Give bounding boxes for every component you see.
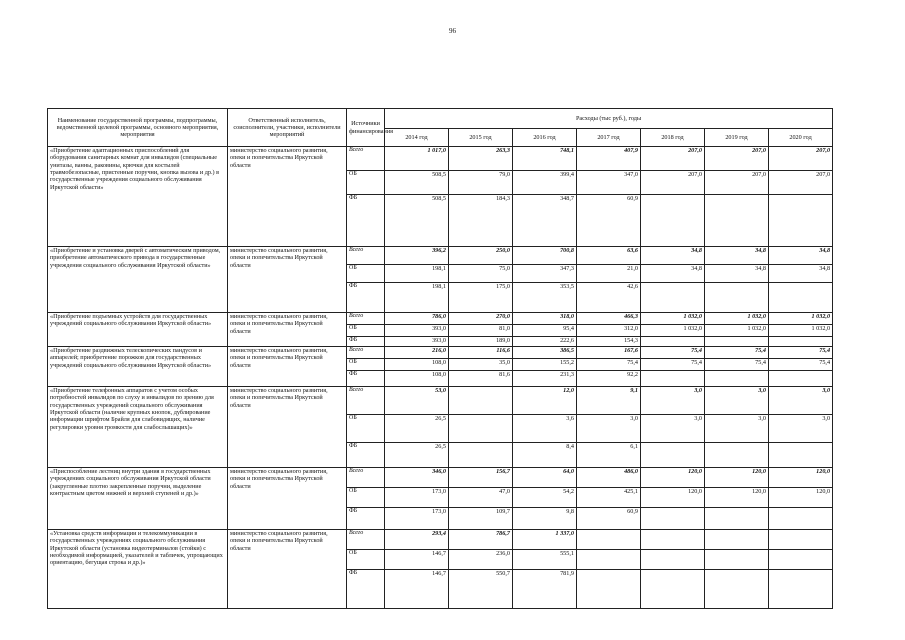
amount-cell: 6,1 [577, 443, 641, 468]
amount-cell [641, 550, 705, 570]
amount-cell: 120,0 [705, 488, 769, 508]
amount-cell [769, 508, 833, 530]
amount-cell [449, 415, 513, 443]
amount-cell: 75,4 [577, 359, 641, 371]
header-name: Наименование государственной программы, подпрограммы, ведомственной целевой программы, основного мероприятия, мероприятия [48, 109, 228, 147]
amount-cell: 466,3 [577, 313, 641, 325]
table-row [48, 468, 833, 488]
amount-cell: 3,0 [705, 415, 769, 443]
amount-cell: 748,1 [513, 147, 577, 171]
amount-cell: 3,0 [577, 415, 641, 443]
amount-cell: 231,3 [513, 371, 577, 387]
executor-cell: министерство социального развития, опеки и попечительства Иркутской области [228, 387, 347, 468]
amount-cell: 26,5 [385, 415, 449, 443]
amount-cell: 236,0 [449, 550, 513, 570]
amount-cell: 393,0 [385, 325, 449, 337]
funding-source: ОБ [347, 265, 385, 283]
amount-cell: 167,6 [577, 347, 641, 359]
amount-cell: 399,4 [513, 171, 577, 195]
table-row [48, 347, 833, 359]
amount-cell [705, 508, 769, 530]
amount-cell [641, 371, 705, 387]
amount-cell: 3,0 [769, 415, 833, 443]
amount-cell: 786,7 [449, 530, 513, 550]
amount-cell: 8,4 [513, 443, 577, 468]
activity-name: «Приспособление лестниц внутри здания в государственных учреждениях социального обслуживания Иркутской области (закругленные плотно закрепленные поручни, выделение контрастным цветом нижней и верхней ступеней и др.)» [48, 468, 228, 530]
executor-cell: министерство социального развития, опеки и попечительства Иркутской области [228, 347, 347, 387]
amount-cell: 146,7 [385, 570, 449, 609]
funding-source: Всего [347, 147, 385, 171]
amount-cell: 346,0 [385, 468, 449, 488]
amount-cell: 108,0 [385, 359, 449, 371]
executor-cell: министерство социального развития, опеки и попечительства Иркутской области [228, 530, 347, 609]
amount-cell [641, 508, 705, 530]
amount-cell: 120,0 [705, 468, 769, 488]
amount-cell: 407,9 [577, 147, 641, 171]
amount-cell: 207,0 [769, 171, 833, 195]
amount-cell: 34,8 [705, 247, 769, 265]
amount-cell: 207,0 [641, 171, 705, 195]
amount-cell: 550,7 [449, 570, 513, 609]
amount-cell: 347,0 [577, 171, 641, 195]
amount-cell: 312,0 [577, 325, 641, 337]
amount-cell: 75,4 [705, 347, 769, 359]
funding-source: Всего [347, 387, 385, 415]
executor-cell: министерство социального развития, опеки и попечительства Иркутской области [228, 147, 347, 247]
amount-cell: 198,1 [385, 265, 449, 283]
amount-cell: 555,1 [513, 550, 577, 570]
funding-source: Всего [347, 313, 385, 325]
amount-cell: 3,6 [513, 415, 577, 443]
header-year: 2019 год [705, 129, 769, 147]
amount-cell: 12,0 [513, 387, 577, 415]
amount-cell: 95,4 [513, 325, 577, 337]
amount-cell: 154,3 [577, 337, 641, 347]
funding-source: Всего [347, 247, 385, 265]
amount-cell: 3,0 [641, 387, 705, 415]
executor-cell: министерство социального развития, опеки и попечительства Иркутской области [228, 247, 347, 313]
amount-cell: 173,0 [385, 488, 449, 508]
amount-cell: 1 032,0 [769, 325, 833, 337]
activity-name: «Приобретение телефонных аппаратов с учетом особых потребностей инвалидов по слуху и инвалидов по зрению для государственных учреждений социального обслуживания Иркутской области (наличие крупных кнопок, дублирование информации шрифтом Брайля для слабовидящих, наличие регулировки уровня громкости для слабослышащих)» [48, 387, 228, 468]
amount-cell: 348,7 [513, 195, 577, 247]
funding-source: ОБ [347, 325, 385, 337]
amount-cell: 222,6 [513, 337, 577, 347]
amount-cell: 155,2 [513, 359, 577, 371]
amount-cell: 75,4 [641, 359, 705, 371]
amount-cell: 393,0 [385, 337, 449, 347]
expenses-table [47, 108, 833, 609]
amount-cell: 34,8 [641, 265, 705, 283]
amount-cell: 54,2 [513, 488, 577, 508]
amount-cell: 120,0 [641, 488, 705, 508]
amount-cell: 146,7 [385, 550, 449, 570]
funding-source: ФБ [347, 570, 385, 609]
funding-source: ФБ [347, 337, 385, 347]
amount-cell: 120,0 [769, 468, 833, 488]
amount-cell: 34,8 [705, 265, 769, 283]
amount-cell: 9,1 [577, 387, 641, 415]
funding-source: ОБ [347, 359, 385, 371]
amount-cell [449, 443, 513, 468]
amount-cell [641, 530, 705, 550]
amount-cell: 120,0 [641, 468, 705, 488]
amount-cell: 386,5 [513, 347, 577, 359]
amount-cell: 1 032,0 [705, 313, 769, 325]
amount-cell: 47,0 [449, 488, 513, 508]
amount-cell: 116,6 [449, 347, 513, 359]
amount-cell: 75,4 [769, 359, 833, 371]
funding-source: ОБ [347, 415, 385, 443]
amount-cell [705, 371, 769, 387]
amount-cell: 34,8 [769, 247, 833, 265]
amount-cell: 353,5 [513, 283, 577, 313]
amount-cell: 207,0 [705, 147, 769, 171]
amount-cell: 347,3 [513, 265, 577, 283]
amount-cell [769, 337, 833, 347]
header-year: 2014 год [385, 129, 449, 147]
amount-cell: 207,0 [705, 171, 769, 195]
amount-cell: 3,0 [769, 387, 833, 415]
table-row [48, 147, 833, 171]
amount-cell: 207,0 [769, 147, 833, 171]
funding-source: ФБ [347, 508, 385, 530]
amount-cell: 60,9 [577, 508, 641, 530]
funding-source: ОБ [347, 171, 385, 195]
amount-cell: 81,0 [449, 325, 513, 337]
amount-cell [641, 570, 705, 609]
activity-name: «Приобретение подъемных устройств для государственных учреждений социального обслуживания Иркутской области» [48, 313, 228, 347]
activity-name: «Приобретение адаптационных приспособлений для оборудования санитарных комнат для инвалидов (специальные унитазы, ванны, раковины, крючки для костылей травмобезопасные, пристенные поручни, кнопка вызова и др.) в государственные учреждения социального обслуживания Иркутской области» [48, 147, 228, 247]
amount-cell: 26,5 [385, 443, 449, 468]
amount-cell: 3,0 [641, 415, 705, 443]
amount-cell [769, 371, 833, 387]
activity-name: «Приобретение раздвижных телескопических пандусов и аппарелей; приобретение порожков для государственных учреждений социального обслуживания Иркутской области» [48, 347, 228, 387]
amount-cell: 1 032,0 [641, 325, 705, 337]
amount-cell: 75,4 [641, 347, 705, 359]
amount-cell: 34,8 [769, 265, 833, 283]
activity-name: «Приобретение и установка дверей с автоматическим приводом, приобретение автоматического привода в государственные учреждения социального обслуживания Иркутской области» [48, 247, 228, 313]
amount-cell: 109,7 [449, 508, 513, 530]
amount-cell: 781,9 [513, 570, 577, 609]
amount-cell [769, 530, 833, 550]
amount-cell: 108,0 [385, 371, 449, 387]
amount-cell: 42,6 [577, 283, 641, 313]
funding-source: ФБ [347, 283, 385, 313]
amount-cell: 396,2 [385, 247, 449, 265]
amount-cell: 216,0 [385, 347, 449, 359]
amount-cell: 173,0 [385, 508, 449, 530]
header-executor: Ответственный исполнитель, соисполнители, участники, исполнители мероприятий [228, 109, 347, 147]
amount-cell [577, 570, 641, 609]
amount-cell: 35,0 [449, 359, 513, 371]
table-row [48, 313, 833, 325]
amount-cell: 75,4 [705, 359, 769, 371]
table-row [48, 530, 833, 550]
table-row [48, 247, 833, 265]
amount-cell: 425,1 [577, 488, 641, 508]
amount-cell: 700,8 [513, 247, 577, 265]
header-year: 2020 год [769, 129, 833, 147]
amount-cell [769, 195, 833, 247]
table-row [48, 387, 833, 415]
header-expenses: Расходы (тыс руб.), годы [385, 109, 833, 129]
activity-name: «Установка средств информации и телекоммуникации в государственных учреждениях социального обслуживания Иркутской области (установка видеотерминалов (стойки) с необходимой информацией, указателей и табличек, упрощающих ориентацию, бегущая строка и др.)» [48, 530, 228, 609]
funding-source: ОБ [347, 488, 385, 508]
amount-cell: 198,1 [385, 283, 449, 313]
funding-source: ФБ [347, 371, 385, 387]
amount-cell: 508,5 [385, 195, 449, 247]
funding-source: ФБ [347, 195, 385, 247]
amount-cell: 508,5 [385, 171, 449, 195]
amount-cell: 79,0 [449, 171, 513, 195]
amount-cell [769, 283, 833, 313]
funding-source: Всего [347, 530, 385, 550]
amount-cell: 1 017,0 [385, 147, 449, 171]
amount-cell: 60,9 [577, 195, 641, 247]
amount-cell: 207,0 [641, 147, 705, 171]
header-year: 2018 год [641, 129, 705, 147]
amount-cell [769, 443, 833, 468]
funding-source: Всего [347, 468, 385, 488]
amount-cell: 75,4 [769, 347, 833, 359]
amount-cell: 189,0 [449, 337, 513, 347]
amount-cell [705, 530, 769, 550]
funding-source: ФБ [347, 443, 385, 468]
executor-cell: министерство социального развития, опеки и попечительства Иркутской области [228, 468, 347, 530]
amount-cell: 92,2 [577, 371, 641, 387]
amount-cell: 263,3 [449, 147, 513, 171]
amount-cell [641, 195, 705, 247]
amount-cell [705, 337, 769, 347]
amount-cell: 293,4 [385, 530, 449, 550]
amount-cell: 156,7 [449, 468, 513, 488]
header-year: 2017 год [577, 129, 641, 147]
amount-cell [705, 283, 769, 313]
amount-cell: 53,0 [385, 387, 449, 415]
funding-source: Всего [347, 347, 385, 359]
amount-cell: 81,6 [449, 371, 513, 387]
amount-cell [705, 570, 769, 609]
amount-cell: 270,0 [449, 313, 513, 325]
amount-cell: 1 032,0 [641, 313, 705, 325]
amount-cell [705, 195, 769, 247]
header-year: 2016 год [513, 129, 577, 147]
amount-cell: 1 337,0 [513, 530, 577, 550]
page-number: 96 [449, 27, 456, 35]
amount-cell [577, 550, 641, 570]
amount-cell: 486,0 [577, 468, 641, 488]
amount-cell [705, 550, 769, 570]
amount-cell [641, 443, 705, 468]
amount-cell: 63,6 [577, 247, 641, 265]
amount-cell [449, 387, 513, 415]
amount-cell: 1 032,0 [769, 313, 833, 325]
amount-cell: 786,0 [385, 313, 449, 325]
amount-cell: 75,0 [449, 265, 513, 283]
amount-cell: 3,0 [705, 387, 769, 415]
amount-cell [769, 550, 833, 570]
amount-cell [705, 443, 769, 468]
amount-cell: 175,0 [449, 283, 513, 313]
amount-cell [641, 337, 705, 347]
amount-cell: 184,3 [449, 195, 513, 247]
executor-cell: министерство социального развития, опеки и попечительства Иркутской области [228, 313, 347, 347]
header-source: Источники финансирования [347, 109, 385, 147]
amount-cell [769, 570, 833, 609]
amount-cell: 64,0 [513, 468, 577, 488]
amount-cell: 9,8 [513, 508, 577, 530]
amount-cell: 34,8 [641, 247, 705, 265]
amount-cell: 21,0 [577, 265, 641, 283]
amount-cell [577, 530, 641, 550]
amount-cell: 318,0 [513, 313, 577, 325]
amount-cell: 250,0 [449, 247, 513, 265]
amount-cell: 1 032,0 [705, 325, 769, 337]
header-year: 2015 год [449, 129, 513, 147]
funding-source: ОБ [347, 550, 385, 570]
amount-cell: 120,0 [769, 488, 833, 508]
amount-cell [641, 283, 705, 313]
